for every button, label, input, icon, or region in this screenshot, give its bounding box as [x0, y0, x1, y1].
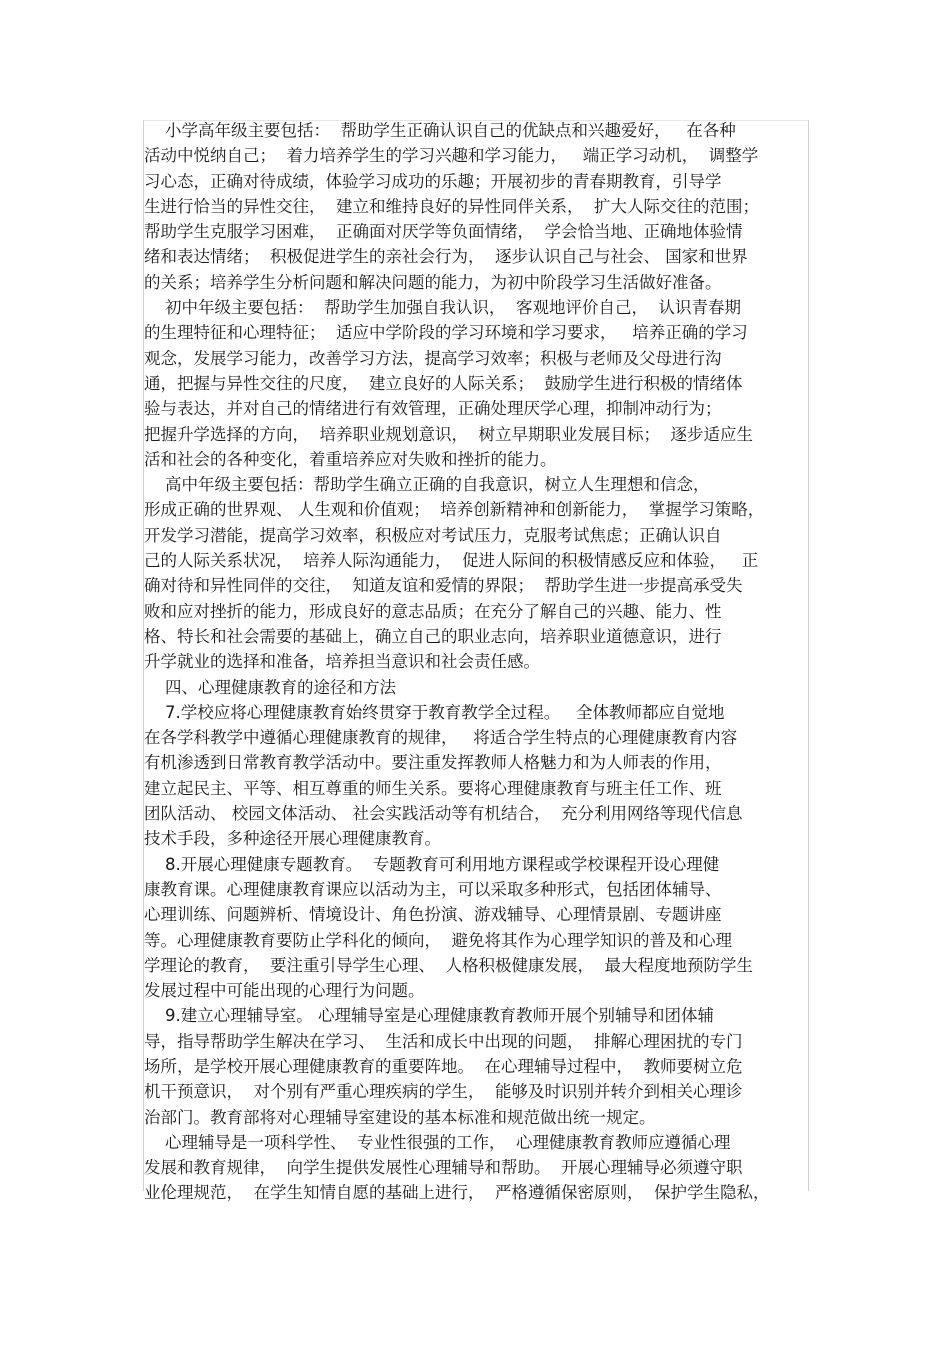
text-line: 发展过程中可能出现的心理行为问题。 — [144, 981, 425, 1001]
text-line: 8.开展心理健康专题教育。 专题教育可利用地方课程或学校课程开设心理健 — [144, 854, 720, 874]
text-line: 7.学校应将心理健康教育始终贯穿于教育教学全过程。 全体教师都应自觉地 — [144, 702, 725, 722]
document-body — [144, 118, 806, 1206]
text-line: 活和社会的各种变化，着重培养应对失败和挫折的能力。 — [144, 449, 557, 469]
text-line: 发展和教育规律， 向学生提供发展性心理辅导和帮助。 开展心理辅导必须遵守职 — [144, 1158, 743, 1178]
text-line: 四、心理健康教育的途径和方法 — [144, 677, 396, 697]
text-line: 初中年级主要包括： 帮助学生加强自我认识， 客观地评价自己， 认识青春期 — [144, 298, 741, 318]
text-line: 升学就业的选择和准备，培养担当意识和社会责任感。 — [144, 652, 540, 672]
text-line: 的生理特征和心理特征； 适应中学阶段的学习环境和学习要求， 培养正确的学习 — [144, 323, 748, 343]
text-line: 习心态，正确对待成绩，体验学习成功的乐趣；开展初步的青春期教育，引导学 — [144, 171, 722, 191]
text-line: 9.建立心理辅导室。 心理辅导室是心理健康教育教师开展个别辅导和团体辅 — [144, 1006, 714, 1026]
text-line: 验与表达，并对自己的情绪进行有效管理，正确处理厌学心理，抑制冲动行为； — [144, 399, 722, 419]
text-line: 心理辅导是一项科学性、 专业性很强的工作， 心理健康教育教师应遵循心理 — [144, 1132, 731, 1152]
text-line: 业伦理规范， 在学生知情自愿的基础上进行， 严格遵循保密原则， 保护学生隐私， — [144, 1183, 770, 1203]
text-line: 败和应对挫折的能力，形成良好的意志品质；在充分了解自己的兴趣、能力、性 — [144, 601, 722, 621]
text-line: 观念，发展学习能力，改善学习方法，提高学习效率；积极与老师及父母进行沟 — [144, 348, 722, 368]
text-line: 通，把握与异性交往的尺度， 建立良好的人际关系； 鼓励学生进行积极的情绪体 — [144, 373, 743, 393]
text-line: 的关系；培养学生分析问题和解决问题的能力，为初中阶段学习生活做好准备。 — [144, 272, 722, 292]
text-line: 格、特长和社会需要的基础上，确立自己的职业志向，培养职业道德意识，进行 — [144, 626, 722, 646]
text-line: 在各学科教学中遵循心理健康教育的规律， 将适合学生特点的心理健康教育内容 — [144, 728, 738, 748]
text-line: 形成正确的世界观、 人生观和价值观； 培养创新精神和创新能力， 掌握学习策略， — [144, 500, 765, 520]
text-line: 机干预意识， 对个别有严重心理疾病的学生， 能够及时识别并转介到相关心理诊 — [144, 1082, 743, 1102]
text-line: 建立起民主、平等、相互尊重的师生关系。要将心理健康教育与班主任工作、班 — [144, 778, 722, 798]
text-line: 活动中悦纳自己； 着力培养学生的学习兴趣和学习能力， 端正学习动机， 调整学 — [144, 146, 759, 166]
text-line: 技术手段，多种途径开展心理健康教育。 — [144, 829, 441, 849]
text-line: 康教育课。心理健康教育课应以活动为主，可以采取多种形式，包括团体辅导、 — [144, 879, 722, 899]
text-line: 生进行恰当的异性交往， 建立和维持良好的异性同伴关系， 扩大人际交往的范围； — [144, 196, 759, 216]
text-line: 把握升学选择的方向， 培养职业规划意识， 树立早期职业发展目标； 逐步适应生 — [144, 424, 753, 444]
text-line: 等。心理健康教育要防止学科化的倾向， 避免将其作为心理学知识的普及和心理 — [144, 930, 732, 950]
text-line: 开发学习潜能，提高学习效率，积极应对考试压力，克服考试焦虑；正确认识自 — [144, 525, 722, 545]
text-line: 治部门。教育部将对心理辅导室建设的基本标准和规范做出统一规定。 — [144, 1107, 656, 1127]
text-line: 小学高年级主要包括： 帮助学生正确认识自己的优缺点和兴趣爱好， 在各种 — [144, 121, 736, 140]
text-line: 场所，是学校开展心理健康教育的重要阵地。 在心理辅导过程中， 教师要树立危 — [144, 1056, 743, 1076]
text-line: 导，指导帮助学生解决在学习、 生活和成长中出现的问题， 排解心理困扰的专门 — [144, 1031, 743, 1051]
text-line: 帮助学生克服学习困难， 正确面对厌学等负面情绪， 学会恰当地、正确地体验情 — [144, 222, 743, 242]
text-line: 团队活动、 校园文体活动、 社会实践活动等有机结合， 充分利用网络等现代信息 — [144, 804, 743, 824]
text-line: 学理论的教育， 要注重引导学生心理、 人格积极健康发展， 最大程度地预防学生 — [144, 955, 753, 975]
text-line: 有机渗透到日常教育教学活动中。要注重发挥教师人格魅力和为人师表的作用， — [144, 753, 722, 773]
text-line: 高中年级主要包括：帮助学生确立正确的自我意识，树立人生理想和信念， — [144, 475, 710, 495]
text-line: 确对待和异性同伴的交往， 知道友谊和爱情的界限； 帮助学生进一步提高承受失 — [144, 576, 743, 596]
text-line: 己的人际关系状况， 培养人际沟通能力， 促进人际间的积极情感反应和体验， 正 — [144, 551, 759, 571]
text-line: 绪和表达情绪； 积极促进学生的亲社会行为， 逐步认识自己与社会、 国家和世界 — [144, 247, 748, 267]
text-line: 心理训练、问题辨析、情境设计、角色扮演、游戏辅导、心理情景剧、专题讲座 — [144, 905, 722, 925]
